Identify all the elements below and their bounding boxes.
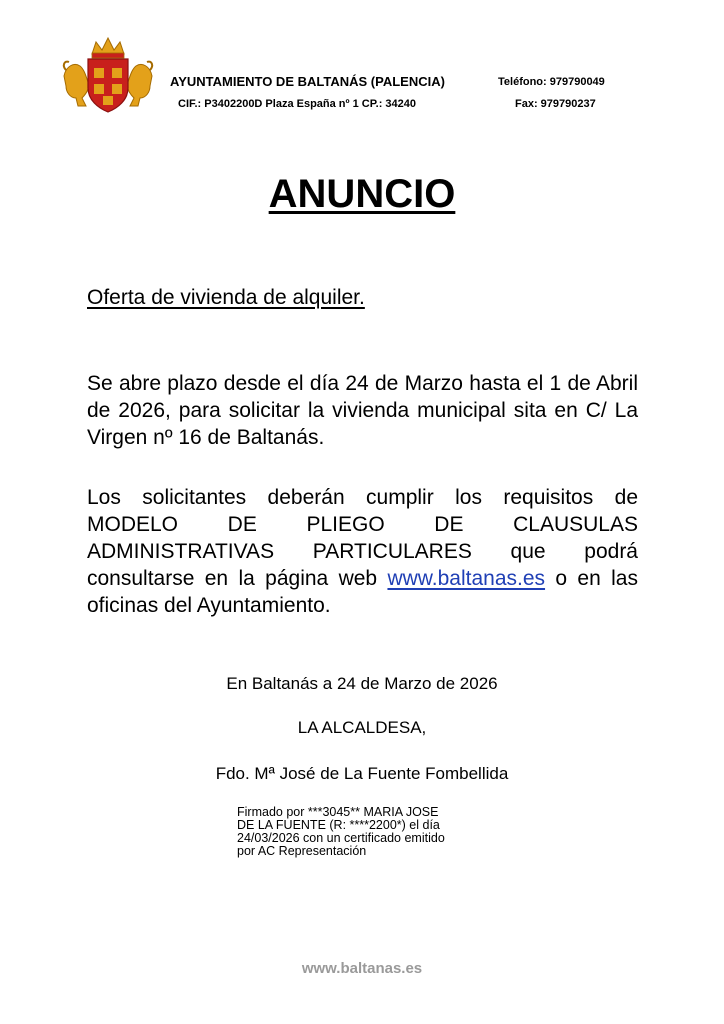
digital-signature-stamp [237,806,497,858]
announcement-subject: Oferta de vivienda de alquiler. [87,286,365,309]
footer-website: www.baltanas.es [301,960,423,977]
coat-of-arms-icon [60,36,156,116]
place-date: En Baltanás a 24 de Marzo de 2026 [226,674,498,693]
signatory-role: LA ALCALDESA, [297,718,427,737]
stamp-line-3: 24/03/2026 con un certificado emitido [237,831,445,845]
stamp-line-4: por AC Representación [237,844,367,858]
org-phone: Teléfono: 979790049 [498,76,605,88]
org-name: AYUNTAMIENTO DE BALTANÁS (PALENCIA) [170,74,445,89]
body-paragraph-1: Se abre plazo desde el día 24 de Marzo hasta el 1 de Abril de 2026, para solicitar la vivienda municipal sita en C/ La Virgen nº 16 de Baltanás. [87,372,638,449]
page-title: ANUNCIO [268,172,456,216]
stamp-line-1: Firmado por ***3045** MARIA JOSE [237,805,439,819]
body-paragraph-2 [87,484,638,619]
paragraph-2-text-end: o en las oficinas del Ayuntamiento. [87,567,638,617]
paragraph-2-text-start: Los solicitantes deberán cumplir los requisitos de MODELO DE PLIEGO DE CLAUSULAS ADMINISTRATIVAS PARTICULARES que podrá consultarse en la página web [87,486,638,590]
stamp-line-2: DE LA FUENTE (R: ****2200*) el día [237,818,440,832]
letterhead [60,36,670,116]
org-details: CIF.: P3402200D Plaza España nº 1 CP.: 34240 [178,98,416,110]
website-link[interactable]: www.baltanas.es [387,567,546,590]
org-fax: Fax: 979790237 [515,98,596,110]
signatory-name: Fdo. Mª José de La Fuente Fombellida [215,764,509,783]
